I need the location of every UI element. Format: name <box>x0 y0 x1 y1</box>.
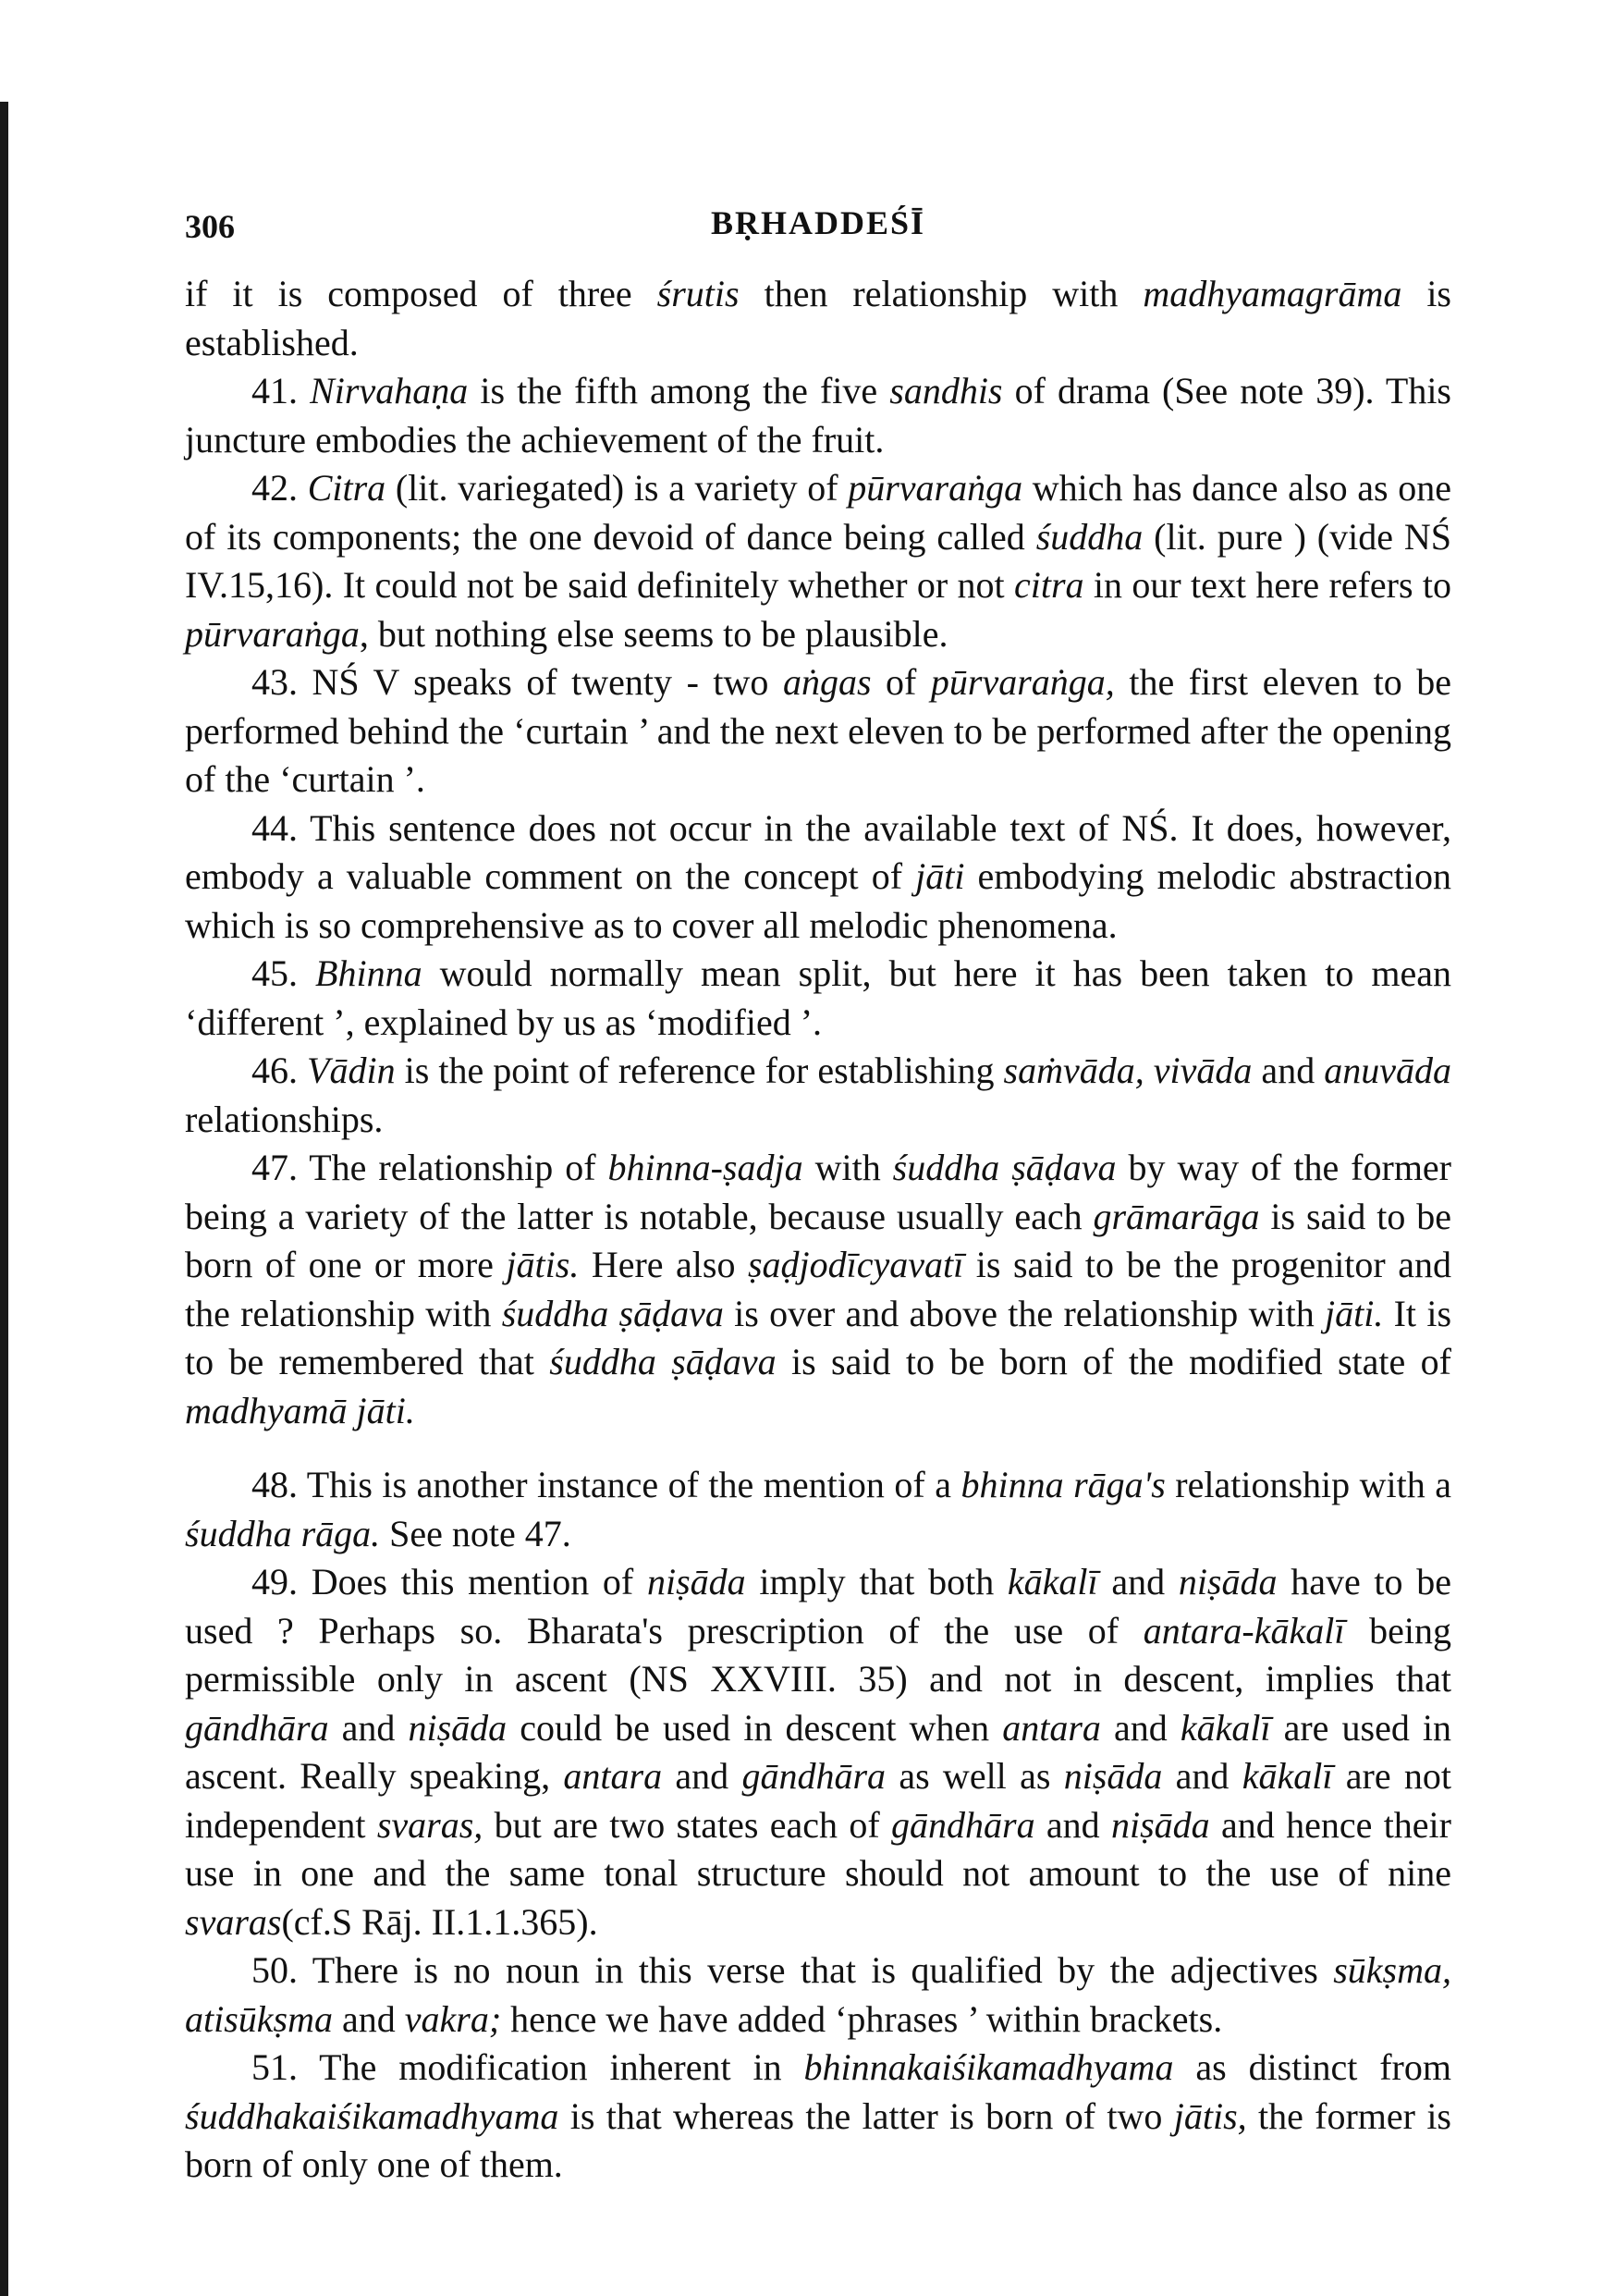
note-text: embodying melodic abstraction which is so comprehensive as to cover all melodic phenomena. <box>185 855 1451 946</box>
note-text: is over and above the relationship with <box>723 1292 1325 1334</box>
note-text: 44. This sentence does not occur in the available text of NŚ. It does, however, embody a valuable comment on the concept of <box>185 806 1451 897</box>
italic-term: jāti <box>915 855 965 897</box>
note-text: but are two states each of <box>483 1803 891 1846</box>
italic-term: vakra; <box>404 1997 502 2040</box>
note-text: are not independent <box>185 1755 1451 1846</box>
italic-term: jātis. <box>506 1244 580 1285</box>
note-text: and hence their use in one and the same tonal structure should not amount to the use of nine <box>185 1803 1451 1894</box>
italic-term: Citra <box>307 467 386 509</box>
note-47 <box>185 1144 1451 1435</box>
note-text: (lit. pure ) (vide NŚ IV.15,16). It could not be said definitely whether or not <box>185 515 1452 606</box>
italic-term: aṅgas <box>782 661 872 703</box>
note-text: (cf.S Rāj. II.1.1.365). <box>281 1900 598 1943</box>
note-text: 41. <box>251 370 311 411</box>
note-text: 49. Does this mention of <box>251 1561 647 1602</box>
italic-term: madhyamā jāti. <box>185 1389 415 1431</box>
italic-term: pūrvaraṅga <box>185 612 360 655</box>
note-text: is that whereas the latter is born of two <box>558 2094 1174 2137</box>
italic-term: śuddha ṣāḍava <box>501 1292 724 1334</box>
note-text: hence we have added ‘phrases ’ within brackets. <box>501 1997 1223 2040</box>
italic-term: svaras, <box>376 1803 483 1846</box>
italic-term: sūkṣma, atisūkṣma <box>185 1949 1451 2040</box>
note-45 <box>185 950 1451 1047</box>
note-text: 47. The relationship of <box>251 1147 608 1188</box>
note-text: is said to be born of one or more <box>185 1195 1452 1285</box>
italic-term: niṣāda <box>1111 1803 1210 1846</box>
note-text: 46. <box>251 1050 308 1091</box>
page-header <box>185 194 1451 250</box>
note-text: and <box>662 1755 742 1797</box>
italic-term: jāti. <box>1324 1292 1384 1334</box>
italic-term: Bhinna <box>315 952 422 994</box>
italic-term: śuddha ṣāḍava <box>892 1147 1117 1188</box>
note-40-cont <box>185 270 1451 367</box>
italic-term: śuddha rāga. <box>185 1512 381 1554</box>
italic-term: gāndhāra <box>891 1803 1035 1846</box>
note-text: could be used in descent when <box>507 1706 1003 1749</box>
note-text: if it is composed of three <box>185 273 657 314</box>
italic-term: bhinnakaiśikamadhyama <box>803 2046 1174 2088</box>
note-text: by way of the former being a variety of the latter is notable, because usually each <box>185 1147 1452 1237</box>
note-44 <box>185 804 1451 951</box>
italic-term: antara <box>563 1755 663 1797</box>
italic-term: gāndhāra <box>185 1706 329 1749</box>
italic-term: śuddhakaiśikamadhyama <box>185 2094 559 2137</box>
running-title: BṚHADDEŚĪ <box>710 204 926 241</box>
italic-term: citra <box>1013 564 1084 606</box>
note-46 <box>185 1047 1451 1144</box>
page-number: 306 <box>185 208 235 245</box>
note-text: and <box>333 1997 405 2040</box>
italic-term: sandhis <box>889 370 1003 411</box>
italic-term: grāmarāga <box>1093 1195 1260 1237</box>
italic-term: kākalī <box>1180 1706 1271 1749</box>
italic-term: niṣāda <box>1063 1755 1163 1797</box>
italic-term: kākalī <box>1242 1755 1333 1797</box>
italic-term: śrutis <box>656 273 740 314</box>
note-43 <box>185 658 1451 804</box>
italic-term: antara-kākalī <box>1143 1609 1345 1651</box>
note-text: of <box>871 661 931 703</box>
note-text: as distinct from <box>1173 2046 1451 2088</box>
note-text: then relationship with <box>739 273 1144 314</box>
note-text: 48. This is another instance of the mention of a <box>251 1464 961 1505</box>
note-text: and <box>1097 1561 1179 1602</box>
note-text: being permissible only in ascent (NS XXVIII. 35) and not in descent, implies that <box>185 1609 1451 1700</box>
note-41 <box>185 367 1451 464</box>
note-text: is said to be the progenitor and the relationship with <box>185 1244 1451 1334</box>
note-text: the first eleven to be performed behind the ‘curtain ’ and the next eleven to be performed after the opening of the ‘curtain ’. <box>185 661 1451 800</box>
note-text: 51. The modification inherent in <box>251 2046 804 2088</box>
note-text: and <box>1034 1803 1111 1846</box>
note-text: and <box>1100 1706 1181 1749</box>
italic-term: pūrvaraṅga, <box>930 661 1115 703</box>
italic-term: pūrvaraṅga <box>848 467 1023 509</box>
note-42 <box>185 464 1451 658</box>
note-51 <box>185 2044 1451 2190</box>
italic-term: śuddha <box>1035 515 1144 558</box>
italic-term: antara <box>1002 1706 1101 1749</box>
italic-term: niṣāda <box>646 1561 746 1602</box>
note-text: have to be used ? Perhaps so. Bharata's prescription of the use of <box>185 1561 1451 1651</box>
note-text: (lit. variegated) is a variety of <box>385 467 849 509</box>
note-text: as well as <box>886 1755 1064 1797</box>
note-text: 45. <box>251 952 316 994</box>
note-text: , but nothing else seems to be plausible. <box>359 612 948 655</box>
note-text: is the point of reference for establishing <box>395 1050 1004 1091</box>
note-text: in our text here refers to <box>1083 564 1452 606</box>
note-text: are used in ascent. Really speaking, <box>185 1706 1451 1797</box>
italic-term: kākalī <box>1007 1561 1098 1602</box>
note-text: relationships. <box>185 1098 384 1140</box>
note-text: is established. <box>185 273 1452 363</box>
note-text: 50. There is no noun in this verse that is qualified by the adjectives <box>251 1949 1334 1991</box>
note-text: and <box>1252 1050 1325 1091</box>
italic-term: niṣāda <box>1178 1561 1278 1602</box>
note-text: Here also <box>579 1244 748 1285</box>
note-text: and <box>328 1706 409 1749</box>
italic-term: svaras <box>185 1900 282 1943</box>
notes-body <box>185 270 1451 2190</box>
italic-term: gāndhāra <box>741 1755 887 1797</box>
italic-term: śuddha ṣāḍava <box>549 1341 777 1382</box>
note-text: imply that both <box>745 1561 1008 1602</box>
italic-term: bhinna rāga's <box>960 1464 1166 1505</box>
note-text: See note 47. <box>380 1512 571 1554</box>
note-48 <box>185 1461 1451 1558</box>
note-text: is said to be born of the modified state of <box>776 1341 1451 1382</box>
note-text: It is to be remembered that <box>185 1292 1452 1382</box>
italic-term: madhyamagrāma <box>1143 273 1402 314</box>
note-text: the former is born of only one of them. <box>185 2094 1451 2185</box>
note-50 <box>185 1946 1451 2044</box>
note-text: and <box>1162 1755 1242 1797</box>
note-text: which has dance also as one of its components; the one devoid of dance being called <box>185 467 1452 558</box>
note-text: 43. NŚ V speaks of twenty - two <box>251 661 783 703</box>
note-text: 42. <box>251 467 308 509</box>
note-text: relationship with a <box>1165 1464 1452 1505</box>
note-49 <box>185 1558 1451 1946</box>
note-text: of drama (See note 39). This juncture embodies the achievement of the fruit. <box>185 370 1451 460</box>
note-text: is the fifth among the five <box>468 370 890 411</box>
italic-term: niṣāda <box>408 1706 508 1749</box>
italic-term: anuvāda <box>1324 1050 1451 1091</box>
italic-term: ṣaḍjodīcyavatī <box>747 1244 964 1285</box>
italic-term: bhinna-ṣadja <box>607 1147 803 1188</box>
italic-term: Nirvahaṇa <box>310 370 469 411</box>
book-spine-shadow <box>0 102 8 2296</box>
italic-term: saṁvāda, vivāda <box>1003 1050 1253 1091</box>
note-text: with <box>802 1147 893 1188</box>
note-text: would normally mean split, but here it has been taken to mean ‘different ’, explained by us as ‘modified ’. <box>185 952 1451 1043</box>
italic-term: jātis, <box>1173 2094 1247 2137</box>
italic-term: Vādin <box>307 1050 396 1091</box>
